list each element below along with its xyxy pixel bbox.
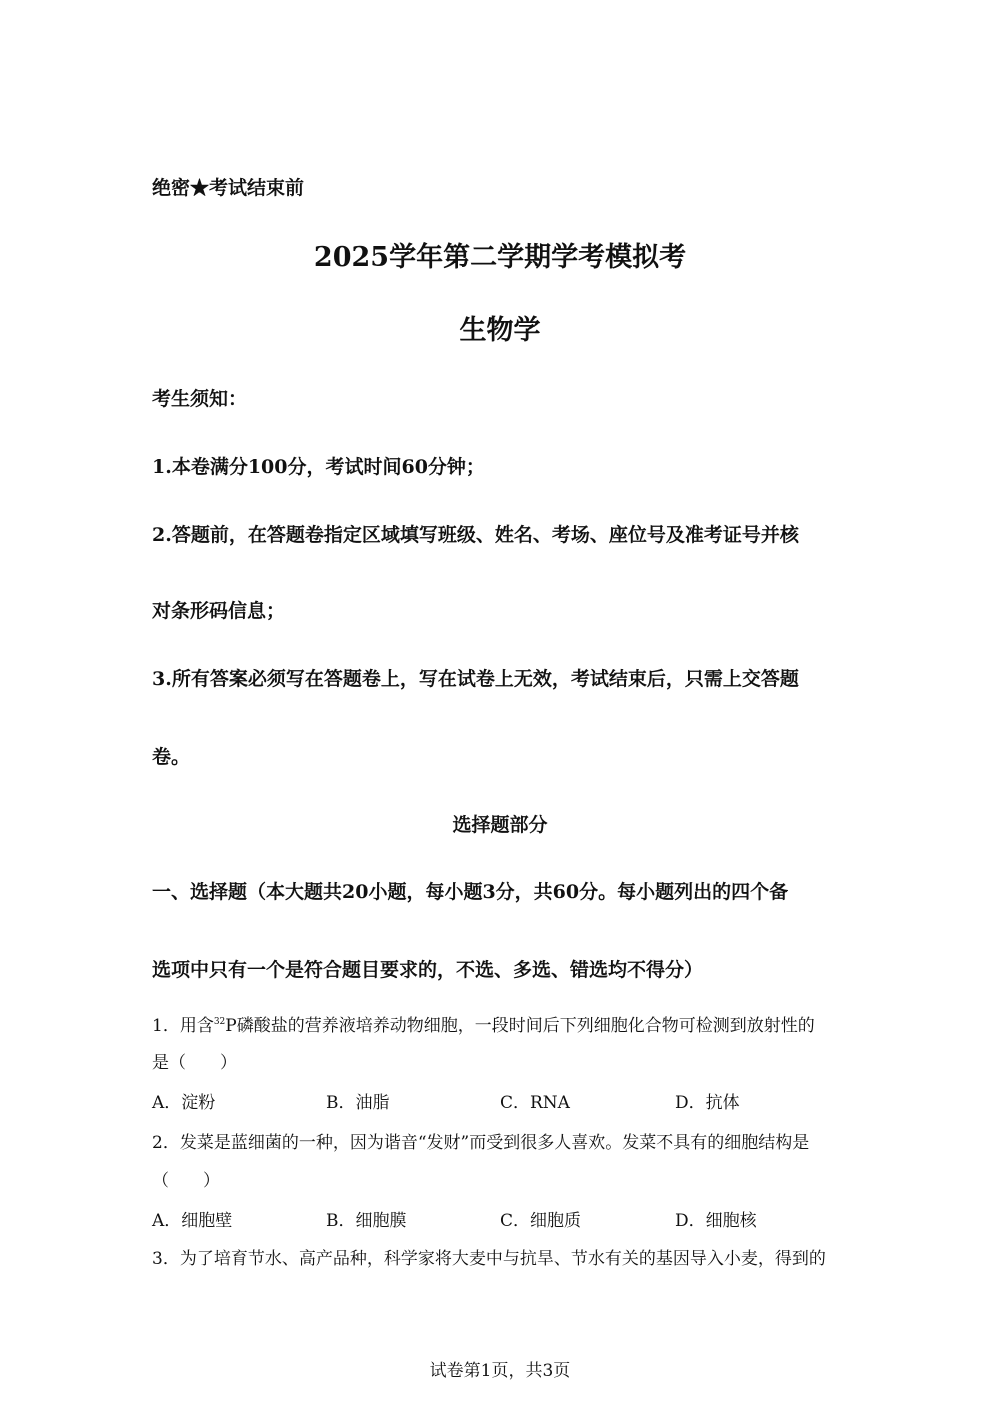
question-1-text: P磷酸盐的营养液培养动物细胞，一段时间后下列细胞化合物可检测到放射性的 bbox=[225, 1016, 815, 1036]
question-1-cont: 是（ ） bbox=[152, 1053, 237, 1073]
section-title: 选择题部分 bbox=[452, 814, 548, 836]
notice-line-2: 2.答题前，在答题卷指定区域填写班级、姓名、考场、座位号及准考证号并核 bbox=[152, 524, 799, 546]
isotope-mass-number: 32 bbox=[213, 1017, 226, 1027]
question-2-cont: （ ） bbox=[152, 1171, 220, 1191]
question-2-option-b: B．细胞膜 bbox=[326, 1211, 407, 1231]
question-1-option-d: D．抗体 bbox=[675, 1093, 740, 1113]
question-1-option-c: C．RNA bbox=[500, 1093, 570, 1113]
notice-line-3-cont: 卷。 bbox=[152, 746, 191, 768]
section-instructions: 一、选择题（本大题共20小题，每小题3分，共60分。每小题列出的四个备 bbox=[152, 881, 789, 903]
question-2-option-c: C．细胞质 bbox=[500, 1211, 582, 1231]
classification-label: 绝密★考试结束前 bbox=[152, 177, 305, 199]
question-1 bbox=[152, 1011, 815, 1036]
question-3: 3．为了培育节水、高产品种，科学家将大麦中与抗旱、节水有关的基因导入小麦，得到的 bbox=[152, 1249, 826, 1269]
notice-line-3: 3.所有答案必须写在答题卷上，写在试卷上无效，考试结束后，只需上交答题 bbox=[152, 668, 799, 690]
question-2-option-a: A．细胞壁 bbox=[152, 1211, 233, 1231]
section-instructions-cont: 选项中只有一个是符合题目要求的，不选、多选、错选均不得分） bbox=[152, 959, 704, 981]
notice-heading: 考生须知： bbox=[152, 388, 248, 410]
question-2: 2．发菜是蓝细菌的一种，因为谐音“发财”而受到很多人喜欢。发菜不具有的细胞结构是 bbox=[152, 1133, 810, 1153]
question-2-option-d: D．细胞核 bbox=[675, 1211, 757, 1231]
notice-line-1: 1.本卷满分100分，考试时间60分钟； bbox=[152, 456, 485, 478]
exam-title: 2025学年第二学期学考模拟考 bbox=[313, 242, 687, 273]
question-1-prefix: 1．用含 bbox=[152, 1016, 214, 1036]
page-footer: 试卷第1页，共3页 bbox=[429, 1361, 571, 1381]
question-1-option-a: A．淀粉 bbox=[152, 1093, 216, 1113]
subject-title: 生物学 bbox=[459, 315, 541, 346]
notice-line-2-cont: 对条形码信息； bbox=[152, 600, 286, 622]
question-1-option-b: B．油脂 bbox=[326, 1093, 390, 1113]
